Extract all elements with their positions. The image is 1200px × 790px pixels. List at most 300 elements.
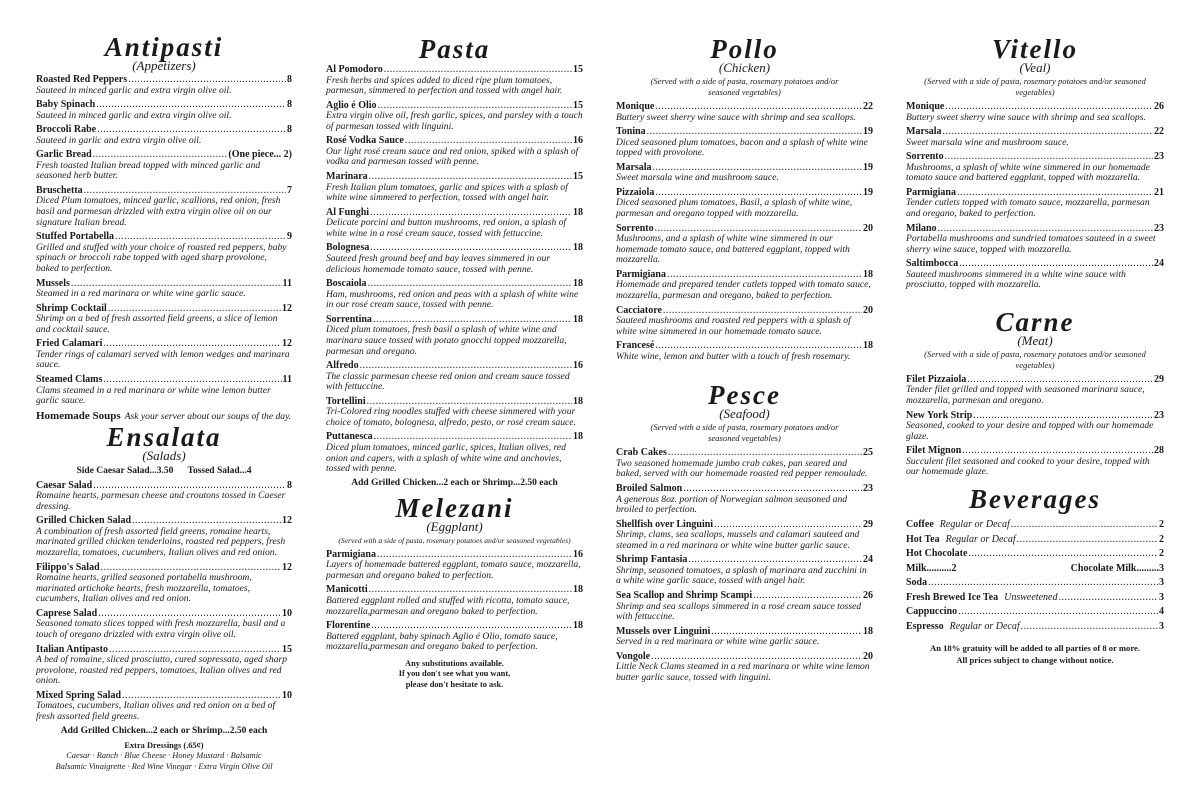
menu-item-description: Sauteed in garlic and extra virgin olive oil.	[36, 134, 202, 146]
dot-leader	[655, 101, 862, 113]
menu-item-description: Sauteed fresh ground beef and bay leaves simmered in our delicious homemade tomato sauce, tossed with penne.	[326, 252, 551, 275]
menu-item-price: 18	[863, 625, 873, 637]
carne-title: Carne	[995, 306, 1075, 337]
menu-item-name: Francesé	[616, 340, 655, 352]
beverage-note: Regular or Decaf	[945, 533, 1016, 545]
beverage-price: 4	[1159, 606, 1164, 617]
menu-item-price: 23	[863, 483, 873, 494]
menu-item	[906, 101, 1164, 123]
pesce-subtitle: (Seafood)	[719, 406, 770, 422]
menu-item-name: Sorrento	[906, 151, 944, 163]
menu-item-name: Monique	[616, 101, 655, 112]
menu-item-name: Manicotti	[326, 584, 368, 596]
menu-item-price: 18	[863, 340, 873, 352]
dressings-line-1: Caesar · Ranch · Blue Cheese · Honey Mustard · Balsamic	[66, 751, 262, 761]
ensalata-list	[36, 480, 292, 723]
menu-item	[326, 549, 583, 582]
beverage-price: 3	[1159, 577, 1164, 588]
homemade-soups-desc: Ask your server about our soups of the day.	[124, 410, 292, 422]
antipasti-list	[36, 74, 292, 407]
menu-item-description: Grilled and stuffed with your choice of roasted red peppers, baby spinach or broccoli rabe topped with aged sharp provolone, baked to perfection.	[36, 241, 287, 274]
menu-item	[616, 126, 873, 159]
menu-item	[616, 626, 873, 648]
menu-item-name: Aglio é Olio	[326, 99, 377, 111]
menu-item-name: Milano	[906, 222, 937, 234]
menu-item-description: A bed of romaine, sliced prosciutto, cured sopressata, aged sharp provolone, roasted red peppers, tomatoes, Italian olives and red onion.	[36, 654, 288, 687]
menu-item-price: 15	[573, 64, 583, 75]
menu-item	[36, 99, 292, 121]
menu-item-price: 18	[573, 395, 583, 407]
gratuity-note: An 18% gratuity will be added to all parties of 8 or more.	[930, 643, 1140, 653]
menu-item	[326, 242, 583, 275]
menu-item-name: Roasted Red Peppers	[36, 74, 128, 85]
menu-item-price: 25	[863, 447, 873, 459]
menu-item	[326, 620, 583, 653]
menu-item-description: Sweet marsala wine and mushroom sauce.	[616, 172, 779, 184]
menu-item-description: Layers of homemade battered eggplant, tomato sauce, mozzarella, parmesan and oregano baked to perfection.	[326, 559, 581, 581]
menu-item-price: 29	[863, 518, 873, 530]
beverage-item	[906, 518, 1164, 533]
menu-item-price: 16	[573, 360, 583, 372]
menu-item-line	[616, 590, 873, 602]
menu-item-name: Shrimp Cocktail	[36, 302, 107, 314]
menu-item-description: Tri-Colored ring noodles stuffed with cheese simmered with your choice of tomato, bolognesa, alfredo, pesto, or rosé cream sauce.	[326, 406, 576, 428]
menu-item-price: 20	[863, 222, 873, 234]
menu-item-price: 8	[287, 479, 292, 491]
menu-item-description: Our light rosé cream sauce and red onion, spiked with a splash of vodka and parmesan tossed with penne.	[326, 145, 579, 168]
milk-item: Milk..........2	[906, 562, 957, 574]
menu-item-description: Diced plum tomatoes, minced garlic, spices, Italian olives, red onion and capers, with a splash of white wine and anchovies, tossed with penne.	[326, 441, 566, 475]
menu-item	[326, 278, 583, 311]
dot-leader	[1017, 533, 1158, 548]
menu-item-name: Tonina	[616, 126, 646, 138]
menu-item-description: Portabella mushrooms and sundried tomatoes sauteed in a sweet sherry wine sauce, topped with mozzarella.	[906, 233, 1156, 255]
menu-item	[616, 223, 873, 266]
menu-item-name: Marinara	[326, 171, 368, 183]
pollo-subtitle: (Chicken)	[718, 60, 771, 75]
beverage-item	[906, 533, 1164, 548]
menu-item-line	[36, 124, 292, 136]
menu-item-price: 18	[573, 584, 583, 596]
menu-item	[906, 258, 1164, 291]
menu-item-name: Caprese Salad	[36, 607, 98, 619]
beverage-price: 3	[1159, 591, 1164, 603]
menu-item	[616, 447, 873, 480]
menu-item-name: Garlic Bread	[36, 149, 92, 161]
menu-item-description: Shrimp, clams, sea scallops, mussels and calamari sauteed and steamed in a red marinara or white wine butter garlic sauce.	[616, 529, 860, 551]
menu-item-line	[616, 340, 873, 352]
menu-item-price: 23	[1154, 151, 1164, 163]
menu-item	[36, 185, 292, 228]
pesce-note: (Served with a side of pasta, rosemary potatoes and/or seasoned vegetables)	[650, 422, 839, 444]
menu-item-line	[616, 101, 873, 113]
menu-item-line	[326, 171, 583, 183]
beverage-item	[906, 605, 1164, 620]
dot-leader	[647, 126, 862, 138]
menu-item	[326, 100, 583, 133]
milk-row	[906, 562, 1164, 577]
menu-item-price: 8	[287, 74, 292, 85]
beverage-name: Hot Chocolate	[906, 548, 968, 559]
menu-item-line	[906, 151, 1164, 163]
pasta-list	[326, 64, 583, 475]
menu-item-price: 20	[863, 304, 873, 316]
menu-item-line	[326, 64, 583, 76]
side-salads-line: Side Caesar Salad...3.50 Tossed Salad...4	[76, 465, 252, 476]
menu-item	[326, 171, 583, 204]
menu-item-description: Mushrooms, a splash of white wine simmered in our homemade tomato sauce and battered eggplant, topped with mozzarella.	[906, 161, 1150, 184]
pesce-title: Pesce	[708, 380, 781, 411]
menu-item-description: Tomatoes, cucumbers, Italian olives and red onion on a bed of fresh assorted field greens.	[36, 700, 276, 722]
menu-item-line	[36, 99, 292, 111]
beverage-item	[906, 576, 1164, 591]
menu-item-price: 23	[1154, 222, 1164, 234]
menu-item	[616, 651, 873, 684]
menu-item-name: Sorrento	[616, 222, 654, 234]
ensalata-title: Ensalata	[106, 421, 222, 452]
menu-item-price: 8	[287, 124, 292, 136]
menu-item-name: Filet Mignon	[906, 445, 962, 457]
menu-item-name: Pizzaiola	[616, 186, 655, 198]
vitello-subtitle: (Veal)	[1019, 60, 1051, 75]
dot-leader	[369, 171, 572, 183]
menu-item-name: Parmigiana	[616, 268, 666, 280]
menu-item	[616, 519, 873, 552]
melezani-title: Melezani	[395, 492, 514, 523]
menu-item	[616, 101, 873, 123]
menu-item	[36, 303, 292, 336]
dressings-line-2: Balsamic Vinaigrette · Red Wine Vinegar · Extra Virgin Olive Oil	[55, 761, 273, 771]
menu-item-description: Tender rings of calamari served with lemon wedges and marinara sauce.	[36, 348, 290, 371]
menu-item-description: Shrimp on a bed of fresh assorted field greens, a slice of lemon and cocktail sauce.	[36, 313, 278, 335]
menu-item	[326, 64, 583, 97]
homemade-soups-name: Homemade Soups	[36, 409, 121, 422]
menu-item-name: Mussels	[36, 277, 70, 289]
menu-item-name: Filet Pizzaiola	[906, 373, 967, 385]
menu-item-name: New York Strip	[906, 409, 973, 421]
menu-item	[616, 305, 873, 338]
menu-item-description: Sauteed mushrooms simmered in a white wine sauce with prosciutto, topped with mozzarella.	[906, 268, 1126, 291]
menu-item-description: Romaine hearts, grilled seasoned portabella mushroom, marinated artichoke hearts, fresh mozzarella, tomatoes, cucumbers, Italian olives and red onion.	[36, 572, 252, 605]
dot-leader	[958, 605, 1158, 620]
menu-item-price: 22	[863, 101, 873, 112]
homemade-soups	[36, 410, 292, 422]
menu-item-price: 7	[287, 184, 292, 196]
dot-leader	[368, 278, 572, 290]
column-vitello-carne-beverages	[906, 0, 1164, 790]
substitutions-line-2: If you don't see what you want,	[398, 669, 511, 679]
menu-item	[616, 162, 873, 184]
menu-item-price: 8	[287, 99, 292, 111]
menu-item-price: 18	[573, 242, 583, 254]
menu-item	[616, 269, 873, 302]
menu-item-description: Two seasoned homemade jumbo crab cakes, pan seared and baked, served with our homemade roasted red pepper remoulade.	[616, 457, 868, 480]
menu-item-description: Little Neck Clams steamed in a red marinara or white wine lemon butter garlic sauce, tossed with linguini.	[616, 661, 870, 683]
menu-item-name: Alfredo	[326, 360, 359, 372]
pasta-add-line: Add Grilled Chicken...2 each or Shrimp...2.50 each	[351, 477, 558, 488]
menu-item	[326, 135, 583, 168]
menu-item	[36, 338, 292, 371]
menu-item-price: 12	[282, 338, 292, 350]
menu-item-name: Bruschetta	[36, 184, 83, 196]
menu-item-description: Tender filet grilled and topped with seasoned marinara sauce, mozzarella, parmesan and oregano.	[906, 384, 1145, 407]
menu-item-name: Florentine	[326, 620, 371, 632]
menu-item-name: Crab Cakes	[616, 447, 667, 459]
menu-item-description: Shrimp and sea scallops simmered in a rosé cream sauce tossed with fettuccine.	[616, 600, 862, 623]
menu-item-price: 18	[573, 206, 583, 218]
dot-leader	[371, 620, 572, 632]
menu-item-name: Fried Calamari	[36, 338, 103, 350]
beverage-price: 2	[1159, 533, 1164, 545]
menu-item-line	[906, 101, 1164, 113]
beverage-name: Hot Tea	[906, 533, 940, 545]
melezani-list	[326, 549, 583, 653]
menu-item-price: 22	[1154, 126, 1164, 138]
vitello-title: Vitello	[991, 34, 1078, 64]
menu-item	[616, 590, 873, 623]
pesce-list	[616, 447, 873, 683]
menu-item-price: 26	[1154, 101, 1164, 112]
menu-item-price: 15	[282, 643, 292, 655]
menu-item-description: Homemade and prepared tender cutlets topped with tomato sauce, mozzarella, parmesan and oregano, baked to perfection.	[616, 279, 871, 301]
beverage-item	[906, 591, 1164, 606]
menu-item-description: Ham, mushrooms, red onion and peas with a splash of white wine in our rosé cream sauce, tossed with penne.	[326, 288, 579, 311]
menu-item-price: 19	[863, 186, 873, 198]
menu-item-description: Shrimp, seasoned tomatoes, a splash of marinara and zucchini in a white wine garlic sauce, tossed with angel hair.	[616, 564, 867, 587]
menu-item	[36, 124, 292, 146]
menu-item	[906, 151, 1164, 184]
menu-item-name: Parmigiana	[326, 548, 376, 560]
substitutions-line-1: Any substitutions available.	[405, 658, 504, 668]
beverages-list	[906, 518, 1164, 562]
menu-item-name: Tortellini	[326, 395, 366, 407]
menu-item-name: Baby Spinach	[36, 99, 96, 111]
menu-item-name: Bolognesa	[326, 242, 370, 254]
menu-item-name: Shrimp Fantasia	[616, 554, 688, 566]
column-pasta-melezani	[326, 0, 583, 790]
dot-leader	[384, 64, 572, 76]
extra-dressings-title: Extra Dressings (.65¢)	[124, 740, 204, 750]
menu-item	[36, 374, 292, 407]
menu-item-price: 18	[573, 431, 583, 443]
menu-item-name: Steamed Clams	[36, 374, 103, 385]
menu-item	[616, 340, 873, 362]
menu-item-description: Battered eggplant rolled and stuffed with ricotta, tomato sauce, mozzarella,parmesan and oregano baked to perfection.	[326, 594, 570, 617]
menu-item-price: 24	[863, 554, 873, 566]
dot-leader	[945, 151, 1153, 163]
menu-item-price: 9	[287, 231, 292, 243]
menu-item	[36, 278, 292, 300]
menu-item-name: Mixed Spring Salad	[36, 689, 122, 701]
menu-item-description: Succulent filet seasoned and cooked to your desire, topped with our homemade glaze.	[906, 455, 1150, 478]
menu-item-description: Extra virgin olive oil, fresh garlic, spices, and parsley with a touch of parmesan tossed with linguini.	[326, 110, 583, 132]
ensalata-subtitle: (Salads)	[142, 447, 186, 463]
menu-item-line	[36, 374, 292, 386]
menu-item-description: Seasoned tomato slices topped with fresh mozzarella, basil and a touch of oregano drizzled with extra virgin olive oil.	[36, 618, 286, 641]
menu-item-price: 24	[1154, 258, 1164, 270]
menu-item-price: 16	[573, 548, 583, 560]
menu-item	[36, 149, 292, 182]
menu-item-name: Boscaiola	[326, 278, 367, 290]
menu-item-name: Marsala	[906, 126, 942, 138]
antipasti-title: Antipasti	[104, 32, 224, 62]
menu-item-price: 18	[573, 620, 583, 632]
menu-item-price: 15	[573, 171, 583, 183]
beverage-note: Unsweetened	[1004, 591, 1058, 603]
antipasti-subtitle: (Appetizers)	[132, 58, 196, 73]
menu-item-price: 11	[282, 277, 292, 289]
dot-leader	[1058, 591, 1158, 606]
beverages-list-2	[906, 576, 1164, 634]
menu-item-description: Fresh herbs and spices added to diced ripe plum tomatoes, parmesan, simmered to perfection and tossed with angel hair.	[326, 74, 563, 97]
menu-item	[906, 410, 1164, 443]
menu-item-description: Served in a red marinara or white wine garlic sauce.	[616, 636, 820, 648]
menu-item-name: Sorrentina	[326, 313, 372, 325]
menu-item-price: 18	[573, 278, 583, 290]
menu-item	[36, 562, 292, 605]
dot-leader	[683, 483, 862, 495]
carne-list	[906, 374, 1164, 478]
menu-item-name: Mussels over Linguini	[616, 625, 711, 637]
menu-item-name: Marsala	[616, 161, 652, 173]
price-change-note: All prices subject to change without notice.	[956, 655, 1114, 665]
beverage-name: Coffee	[906, 519, 934, 530]
menu-item-description: Tender cutlets topped with tomato sauce, mozzarella, parmesan and oregano, baked to perfection.	[906, 197, 1150, 219]
menu-item-price: 21	[1154, 186, 1164, 198]
menu-item-description: Steamed in a red marinara or white wine garlic sauce.	[36, 288, 246, 300]
dot-leader	[753, 590, 862, 602]
dot-leader	[1011, 518, 1158, 533]
dot-leader	[1021, 620, 1158, 635]
menu-item-line	[906, 126, 1164, 138]
menu-item-description: Sweet marsala wine and mushroom sauce.	[906, 136, 1069, 148]
menu-item-price: 18	[573, 313, 583, 325]
pollo-note: (Served with a side of pasta, rosemary potatoes and/or seasoned vegetables)	[650, 76, 839, 97]
menu-item-name: Vongole	[616, 650, 651, 662]
menu-item-line	[36, 74, 292, 86]
menu-item-name: Italian Antipasto	[36, 643, 108, 655]
menu-item-name: Stuffed Portabella	[36, 231, 115, 243]
menu-item-name: Shellfish over Linguini	[616, 518, 714, 530]
menu-item-description: Sauteed in minced garlic and extra virgin olive oil.	[36, 84, 232, 96]
menu-item-description: The classic parmesan cheese red onion and cream sauce tossed with fettuccine.	[326, 370, 570, 393]
melezani-subtitle: (Eggplant)	[426, 518, 483, 534]
dot-leader	[968, 547, 1158, 562]
menu-item-line	[616, 483, 873, 495]
vitello-list	[906, 101, 1164, 291]
menu-item	[326, 314, 583, 357]
menu-item	[36, 608, 292, 641]
menu-item	[36, 480, 292, 513]
menu-item-line	[326, 360, 583, 372]
menu-item-name: Broiled Salmon	[616, 483, 683, 494]
menu-item-name: Monique	[906, 101, 945, 112]
menu-item-name: Caesar Salad	[36, 479, 93, 491]
menu-item-line	[326, 278, 583, 290]
menu-item-price: 10	[282, 607, 292, 619]
menu-item-description: Mushrooms, and a splash of white wine simmered in our homemade tomato sauce, and battered eggplant, topped with mozzarella.	[616, 233, 850, 266]
menu-item	[616, 554, 873, 587]
column-pollo-pesce	[616, 0, 873, 790]
menu-item-description: Buttery sweet sherry wine sauce with shrimp and sea scallops.	[906, 111, 1146, 123]
beverage-price: 2	[1159, 519, 1164, 530]
menu-item-price: 16	[573, 135, 583, 147]
menu-item-price: 19	[863, 126, 873, 138]
menu-item-description: Diced seasoned plum tomatoes, Basil, a splash of white wine, parmesan and oregano topped with mozzarella.	[616, 197, 853, 219]
menu-item-price: 29	[1154, 373, 1164, 385]
menu-item-price: 19	[863, 161, 873, 173]
menu-item-description: Battered eggplant, baby spinach Aglio é Olio, tomato sauce, mozzarella,parmesan and oregano baked to perfection.	[326, 630, 558, 653]
menu-item-line	[326, 620, 583, 632]
menu-item	[616, 483, 873, 516]
menu-item-description: Fresh toasted Italian bread topped with minced garlic and seasoned herb butter.	[36, 159, 261, 182]
carne-subtitle: (Meat)	[1017, 332, 1053, 348]
menu-item-price: (One piece... 2)	[228, 149, 292, 161]
menu-item-name: Al Pomodoro	[326, 64, 383, 75]
menu-item-description: Diced plum tomatoes, fresh basil a splash of white wine and marinara sauce tossed with potato gnocchi topped mozzarella, parmesan and oregano.	[326, 324, 567, 357]
menu-item-price: 10	[282, 689, 292, 701]
menu-item-description: Seasoned, cooked to your desire and topped with our homemade glaze.	[906, 420, 1154, 442]
menu-item	[326, 431, 583, 474]
menu-item-description: Delicate porcini and button mushrooms, red onion, a splash of white wine in a rosé cream sauce, tossed with fettuccine.	[326, 217, 567, 239]
menu-item	[36, 515, 292, 558]
menu-item	[326, 396, 583, 429]
dot-leader	[943, 126, 1153, 138]
menu-item-description: Diced seasoned plum tomatoes, bacon and a splash of white wine topped with provolone.	[616, 136, 868, 159]
menu-item-price: 18	[863, 268, 873, 280]
beverage-name: Fresh Brewed Ice Tea	[906, 591, 999, 603]
beverage-item	[906, 547, 1164, 562]
menu-item-description: Sauteed mushrooms and roasted red peppers with a splash of white wine simmered in our homemade tomato sauce.	[616, 315, 851, 337]
dot-leader	[655, 340, 862, 352]
menu-item-description: Fresh Italian plum tomatoes, garlic and spices with a splash of white wine simmered to perfection, tossed with angel hair.	[326, 181, 568, 204]
menu-item-description: Diced Plum tomatoes, minced garlic, scallions, red onion, fresh basil and parmesan drizzled with extra virgin olive oil on our signature Italian bread.	[36, 195, 281, 228]
chocolate-milk-item: Chocolate Milk.........3	[1070, 562, 1164, 574]
menu-item	[326, 207, 583, 240]
dot-leader	[96, 99, 286, 111]
menu-item-price: 11	[282, 374, 292, 385]
menu-item	[326, 360, 583, 393]
menu-item-description: White wine, lemon and butter with a touch of fresh rosemary.	[616, 350, 851, 362]
menu-item-description: Romaine hearts, parmesan cheese and croutons tossed in Caeser dressing.	[36, 490, 286, 512]
menu-item-description: Buttery sweet sherry wine sauce with shrimp and sea scallops.	[616, 111, 856, 123]
menu-item-name: Puttanesca	[326, 431, 373, 443]
menu-item-price: 15	[573, 99, 583, 111]
menu-item-name: Broccoli Rabe	[36, 124, 97, 136]
beverage-price: 3	[1159, 620, 1164, 632]
menu-item-name: Cacciatore	[616, 304, 662, 316]
beverage-name: Espresso	[906, 620, 944, 632]
carne-note: (Served with a side of pasta, rosemary potatoes and/or seasoned vegetables)	[924, 348, 1146, 370]
pasta-title: Pasta	[418, 34, 491, 64]
beverage-name: Soda	[906, 577, 928, 588]
menu-item	[906, 187, 1164, 220]
menu-item-description: Sauteed in minced garlic and extra virgin olive oil.	[36, 109, 232, 121]
menu-item	[906, 445, 1164, 478]
menu-item	[326, 584, 583, 617]
beverage-price: 2	[1159, 548, 1164, 559]
menu-item-name: Parmigiana	[906, 186, 956, 198]
menu-item	[36, 644, 292, 687]
dot-leader	[945, 101, 1153, 113]
menu-item-price: 28	[1154, 445, 1164, 457]
menu-item-name: Filippo's Salad	[36, 561, 100, 573]
menu-item	[36, 74, 292, 96]
menu-item-description: A generous 8oz. portion of Norwegian salmon seasoned and broiled to perfection.	[616, 493, 848, 516]
dot-leader	[128, 74, 286, 86]
menu-item-price: 12	[282, 515, 292, 527]
menu-item-name: Grilled Chicken Salad	[36, 515, 132, 527]
